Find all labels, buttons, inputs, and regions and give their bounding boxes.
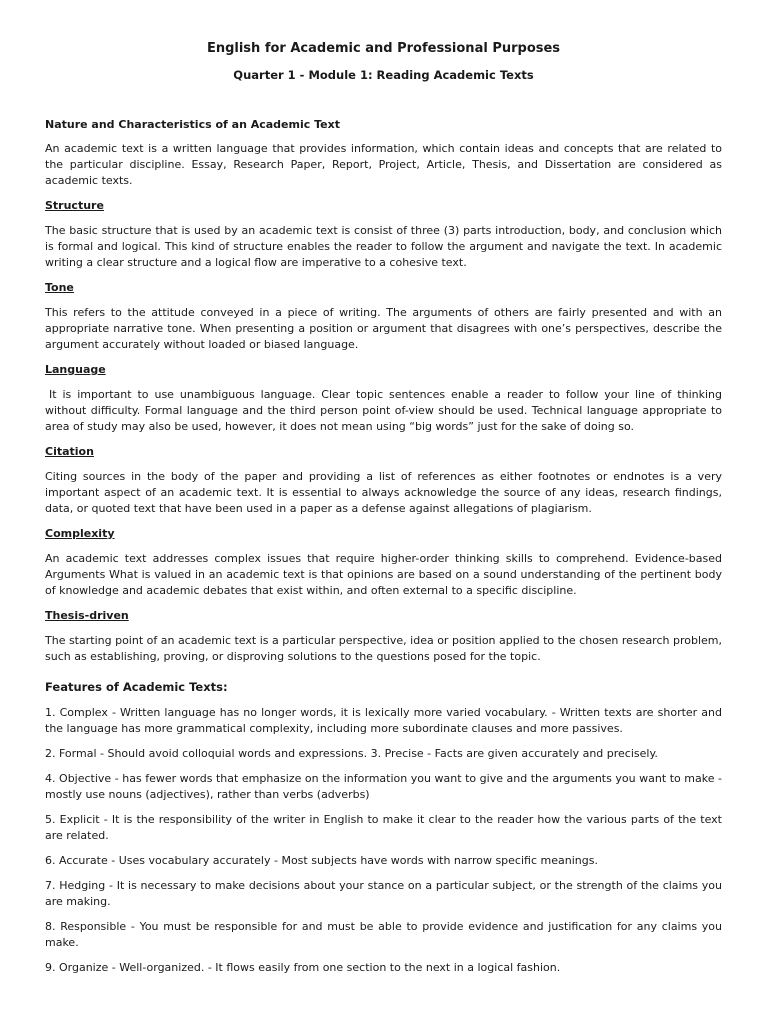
feature-item-complex: 1. Complex - Written language has no longer words, it is lexically more varied vocabulary. - Written texts are shorter and the language has more grammatical complexity, including more subordinate clauses and more passives. bbox=[45, 706, 722, 735]
section-text-language: It is important to use unambiguous language. Clear topic sentences enable a reader to follow your line of thinking without difficulty. Formal language and the third person point of-view should be used. Technical language appropriate to area of study may also be used, however, it does not mean using “big words” just for the sake of doing so. bbox=[45, 388, 722, 433]
section-text-thesis-driven: The starting point of an academic text is a particular perspective, idea or position applied to the chosen research problem, such as establishing, proving, or disproving solutions to the questions posed for the topic. bbox=[45, 634, 722, 663]
intro-paragraph: An academic text is a written language that provides information, which contain ideas and concepts that are related to the particular discipline. Essay, Research Paper, Report, Project, Article, Thesis, and Dissertation are considered as academic texts. bbox=[45, 142, 722, 187]
document-title: English for Academic and Professional Purposes bbox=[206, 41, 561, 56]
section-heading-thesis-driven: Thesis-driven bbox=[45, 609, 129, 622]
section-heading-complexity: Complexity bbox=[45, 527, 115, 540]
section-heading-tone: Tone bbox=[45, 281, 74, 294]
feature-item-hedging: 7. Hedging - It is necessary to make decisions about your stance on a particular subject, or the strength of the claims you are making. bbox=[45, 879, 722, 908]
section-heading-structure: Structure bbox=[45, 199, 104, 212]
feature-item-responsible: 8. Responsible - You must be responsible for and must be able to provide evidence and justification for any claims you make. bbox=[45, 920, 722, 949]
feature-item-explicit: 5. Explicit - It is the responsibility of the writer in English to make it clear to the reader how the various parts of the text are related. bbox=[45, 813, 722, 842]
intro-heading: Nature and Characteristics of an Academic Text bbox=[45, 118, 340, 131]
document-subtitle: Quarter 1 - Module 1: Reading Academic Texts bbox=[233, 68, 534, 82]
feature-item-accurate: 6. Accurate - Uses vocabulary accurately - Most subjects have words with narrow specific meanings. bbox=[45, 854, 598, 867]
feature-item-objective: 4. Objective - has fewer words that emphasize on the information you want to give and the arguments you want to make - mostly use nouns (adjectives), rather than verbs (adverbs) bbox=[45, 772, 722, 801]
section-text-structure: The basic structure that is used by an academic text is consist of three (3) parts introduction, body, and conclusion which is formal and logical. This kind of structure enables the reader to follow the argument and navigate the text. In academic writing a clear structure and a logical flow are imperative to a cohesive text. bbox=[45, 224, 722, 269]
feature-item-formal-precise: 2. Formal - Should avoid colloquial words and expressions. 3. Precise - Facts are given accurately and precisely. bbox=[45, 747, 658, 760]
document-page bbox=[45, 40, 722, 976]
section-text-tone: This refers to the attitude conveyed in a piece of writing. The arguments of others are fairly presented and with an appropriate narrative tone. When presenting a position or argument that disagrees with one’s perspectives, describe the argument accurately without loaded or biased language. bbox=[45, 306, 722, 351]
section-heading-citation: Citation bbox=[45, 445, 94, 458]
features-heading: Features of Academic Texts: bbox=[45, 680, 228, 694]
section-heading-language: Language bbox=[45, 363, 106, 376]
section-text-complexity: An academic text addresses complex issues that require higher-order thinking skills to comprehend. Evidence-based Arguments What is valued in an academic text is that opinions are based on a sound understanding of the pertinent body of knowledge and academic debates that exist within, and often external to a specific discipline. bbox=[45, 552, 722, 597]
section-text-citation: Citing sources in the body of the paper and providing a list of references as either footnotes or endnotes is a very important aspect of an academic text. It is essential to always acknowledge the source of any ideas, research findings, data, or quoted text that have been used in a paper as a defense against allegations of plagiarism. bbox=[45, 470, 722, 515]
feature-item-organize: 9. Organize - Well-organized. - It flows easily from one section to the next in a logical fashion. bbox=[45, 961, 561, 974]
